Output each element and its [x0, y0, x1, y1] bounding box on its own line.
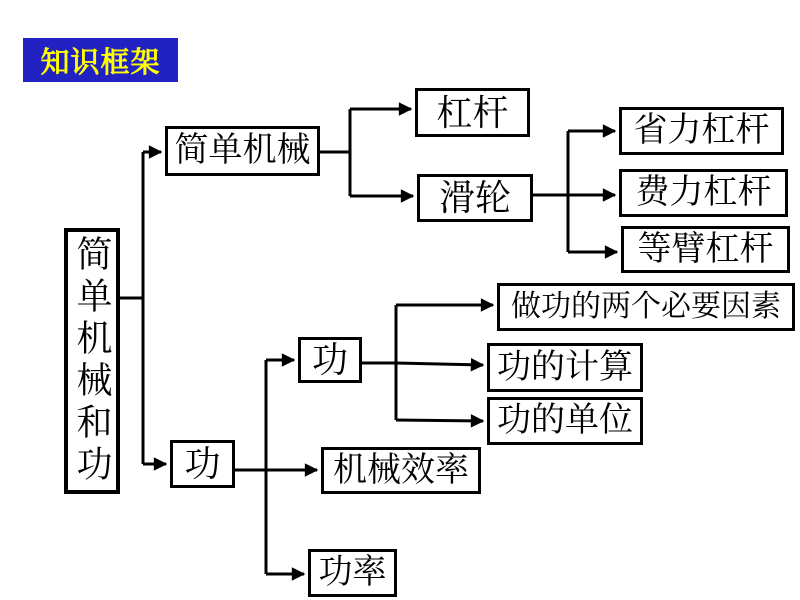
node-work-calculation: 功的计算: [487, 343, 643, 392]
node-work-unit: 功的单位: [487, 397, 643, 445]
node-pulley: 滑轮: [417, 174, 533, 222]
node-force-costing-lever: 费力杠杆: [619, 169, 788, 217]
node-two-necessary-factors-of-work: 做功的两个必要因素: [497, 283, 795, 331]
node-work-branch: 功: [170, 440, 235, 488]
node-simple-machines: 简单机械: [165, 126, 320, 176]
node-work-sub: 功: [298, 337, 362, 383]
node-lever: 杠杆: [415, 88, 530, 137]
node-root-simple-machines-and-work: 简单机械和功: [64, 228, 120, 494]
node-force-saving-lever: 省力杠杆: [619, 107, 784, 155]
node-power: 功率: [308, 549, 397, 597]
title-badge: 知识框架: [23, 38, 178, 82]
node-mechanical-efficiency: 机械效率: [321, 447, 481, 494]
node-equal-arm-lever: 等臂杠杆: [621, 226, 790, 273]
